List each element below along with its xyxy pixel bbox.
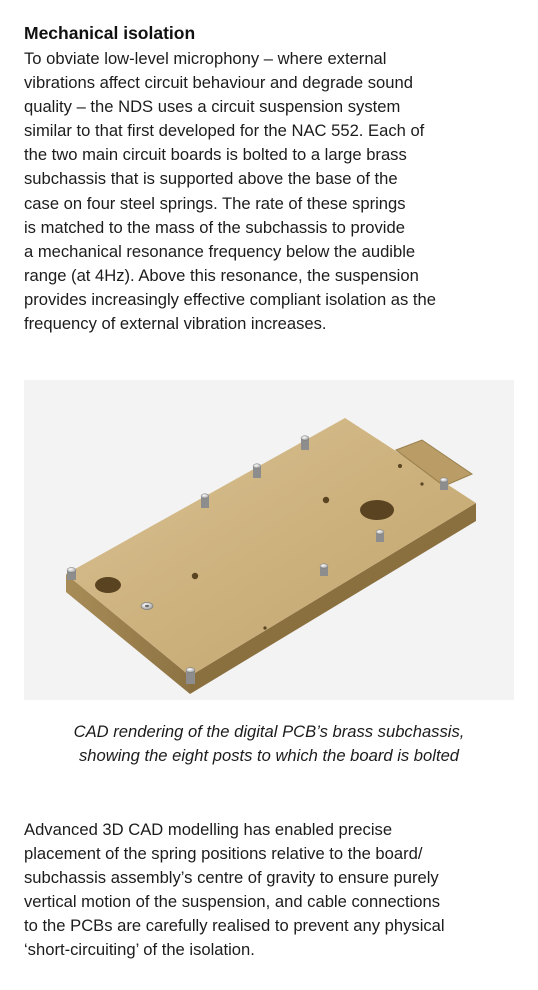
intro-paragraph — [24, 47, 436, 336]
small-hole — [420, 482, 423, 485]
small-hole — [323, 497, 329, 503]
paragraph-line: subchassis assembly’s centre of gravity to ensure purely — [24, 868, 439, 888]
paragraph-line: the two main circuit boards is bolted to a large brass — [24, 145, 407, 165]
caption-line: CAD rendering of the digital PCB’s brass subchassis, — [73, 722, 465, 741]
brass-subchassis-image — [24, 380, 514, 700]
small-hole — [192, 573, 198, 579]
large-hole — [360, 500, 394, 520]
mounting-post — [301, 436, 309, 450]
paragraph-line: To obviate low-level microphony – where external — [24, 49, 387, 68]
paragraph-line: similar to that first developed for the NAC 552. Each of — [24, 121, 425, 141]
paragraph-line: range (at 4Hz). Above this resonance, the suspension — [24, 265, 419, 285]
section-heading: Mechanical isolation — [24, 23, 196, 43]
mounting-post — [376, 530, 384, 542]
paragraph-line: placement of the spring positions relative to the board/ — [24, 844, 423, 864]
paragraph-line: provides increasingly effective compliant isolation as the — [24, 289, 436, 309]
paragraph-line: subchassis that is supported above the base of the — [24, 169, 398, 189]
paragraph-line: is matched to the mass of the subchassis to provide — [24, 217, 405, 237]
mounting-post — [186, 668, 195, 684]
paragraph-line: a mechanical resonance frequency below the audible — [24, 241, 416, 261]
mounting-post — [67, 568, 76, 581]
mounting-post — [141, 602, 153, 609]
paragraph-line: vertical motion of the suspension, and cable connections — [24, 892, 441, 912]
paragraph-line: Advanced 3D CAD modelling has enabled precise — [24, 820, 393, 839]
paragraph-line: ‘short-circuiting’ of the isolation. — [24, 940, 255, 960]
paragraph-line: vibrations affect circuit behaviour and degrade sound — [24, 73, 413, 93]
mounting-post — [440, 478, 448, 490]
paragraph-line: quality – the NDS uses a circuit suspension system — [24, 97, 401, 117]
paragraph-line: to the PCBs are carefully realised to prevent any physical — [24, 916, 445, 936]
large-hole — [95, 577, 121, 593]
subchassis-render-figure — [24, 380, 514, 700]
cad-paragraph — [24, 818, 445, 963]
caption-line: showing the eight posts to which the board is bolted — [78, 746, 460, 765]
figure-caption — [0, 720, 538, 768]
paragraph-line: case on four steel springs. The rate of these springs — [24, 193, 406, 213]
mounting-post — [201, 494, 209, 508]
paragraph-line: frequency of external vibration increases. — [24, 314, 327, 334]
small-hole — [263, 626, 266, 629]
mounting-post — [253, 464, 261, 478]
small-hole — [398, 464, 402, 468]
mounting-post — [320, 564, 328, 576]
